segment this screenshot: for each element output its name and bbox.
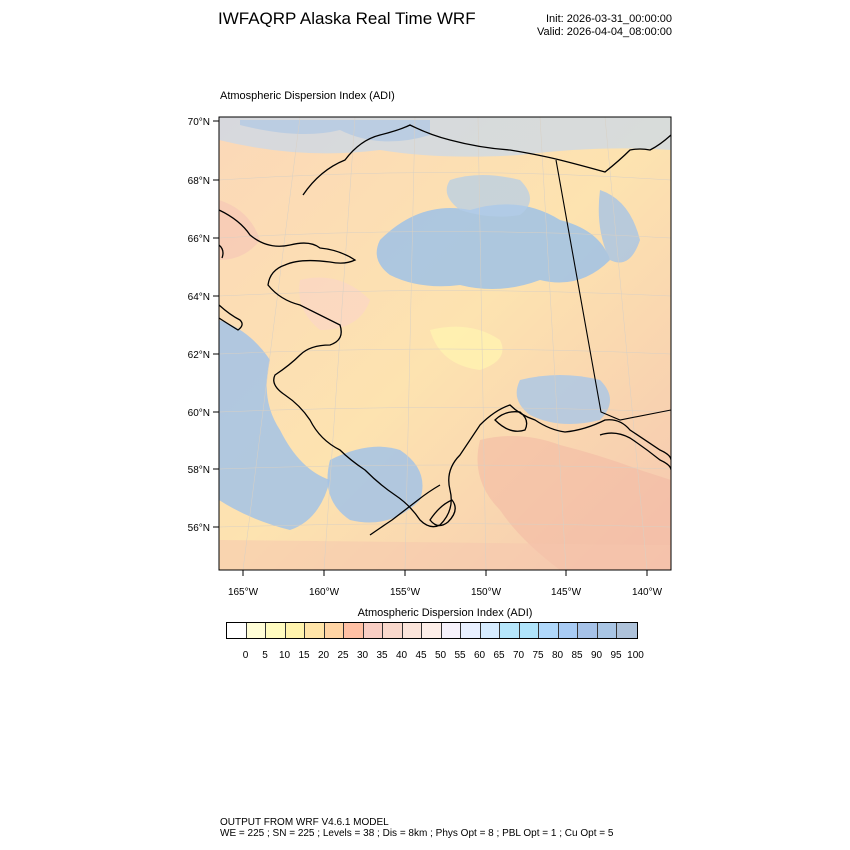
lat-label-70: 70°N <box>187 117 210 128</box>
colorbar-swatch <box>559 623 579 638</box>
lat-label-60: 60°N <box>187 408 210 419</box>
colorbar-swatch <box>500 623 520 638</box>
lat-label-64: 64°N <box>187 292 210 303</box>
colorbar-label: 100 <box>627 650 644 661</box>
colorbar-label: 45 <box>415 650 427 661</box>
lat-label-62: 62°N <box>187 350 210 361</box>
colorbar-label: 20 <box>317 650 330 661</box>
plot-title: IWFAQRP Alaska Real Time WRF <box>218 9 476 28</box>
colorbar-label: 65 <box>493 650 505 661</box>
colorbar-swatch <box>364 623 384 638</box>
colorbar-label: 50 <box>434 650 447 661</box>
colorbar-swatch <box>578 623 598 638</box>
colorbar-swatch <box>539 623 559 638</box>
colorbar-label: 40 <box>395 650 408 661</box>
colorbar-label: 10 <box>278 650 291 661</box>
colorbar-label: 55 <box>454 650 466 661</box>
colorbar-label: 90 <box>590 650 603 661</box>
footer-line-2: WE = 225 ; SN = 225 ; Levels = 38 ; Dis = 8km ; Phys Opt = 8 ; PBL Opt = 1 ; Cu Opt = 5 <box>220 828 614 839</box>
colorbar-label: 0 <box>242 650 249 661</box>
colorbar-swatch <box>481 623 501 638</box>
colorbar-swatch <box>422 623 442 638</box>
colorbar-title: Atmospheric Dispersion Index (ADI) <box>357 607 533 619</box>
colorbar-label: 15 <box>298 650 310 661</box>
colorbar-swatch <box>227 623 247 638</box>
colorbar-swatch <box>383 623 403 638</box>
colorbar <box>226 622 638 639</box>
lon-label-145: 145°W <box>550 587 582 598</box>
colorbar-swatch <box>305 623 325 638</box>
lon-label-140: 140°W <box>631 587 663 598</box>
colorbar-swatch <box>247 623 267 638</box>
valid-time: Valid: 2026-04-04_08:00:00 <box>537 26 672 38</box>
colorbar-swatch <box>286 623 306 638</box>
colorbar-swatch <box>442 623 462 638</box>
model-footer <box>220 817 613 839</box>
lon-label-150: 150°W <box>470 587 502 598</box>
map-subtitle: Atmospheric Dispersion Index (ADI) <box>220 90 395 102</box>
colorbar-label: 30 <box>356 650 369 661</box>
colorbar-swatch <box>520 623 540 638</box>
footer-line-1: OUTPUT FROM WRF V4.6.1 MODEL <box>220 817 389 828</box>
colorbar-swatch <box>403 623 423 638</box>
colorbar-swatch <box>325 623 345 638</box>
colorbar-label: 5 <box>262 650 268 661</box>
colorbar-swatch <box>344 623 364 638</box>
adi-field <box>219 117 671 570</box>
colorbar-label: 35 <box>376 650 388 661</box>
lat-label-58: 58°N <box>187 465 210 476</box>
colorbar-label: 80 <box>551 650 564 661</box>
colorbar-label: 85 <box>571 650 583 661</box>
lat-label-56: 56°N <box>187 523 210 534</box>
colorbar-swatch <box>598 623 618 638</box>
init-time: Init: 2026-03-31_00:00:00 <box>546 13 672 25</box>
lat-label-68: 68°N <box>187 176 210 187</box>
colorbar-swatch <box>266 623 286 638</box>
lon-label-155: 155°W <box>389 587 421 598</box>
colorbar-label: 25 <box>337 650 349 661</box>
lon-label-160: 160°W <box>308 587 340 598</box>
colorbar-swatch <box>617 623 637 638</box>
colorbar-label: 75 <box>532 650 544 661</box>
colorbar-label: 60 <box>473 650 486 661</box>
colorbar-swatch <box>461 623 481 638</box>
south-band <box>219 540 671 570</box>
colorbar-label: 95 <box>610 650 622 661</box>
lat-label-66: 66°N <box>187 234 210 245</box>
colorbar-label: 70 <box>512 650 525 661</box>
lon-label-165: 165°W <box>227 587 259 598</box>
